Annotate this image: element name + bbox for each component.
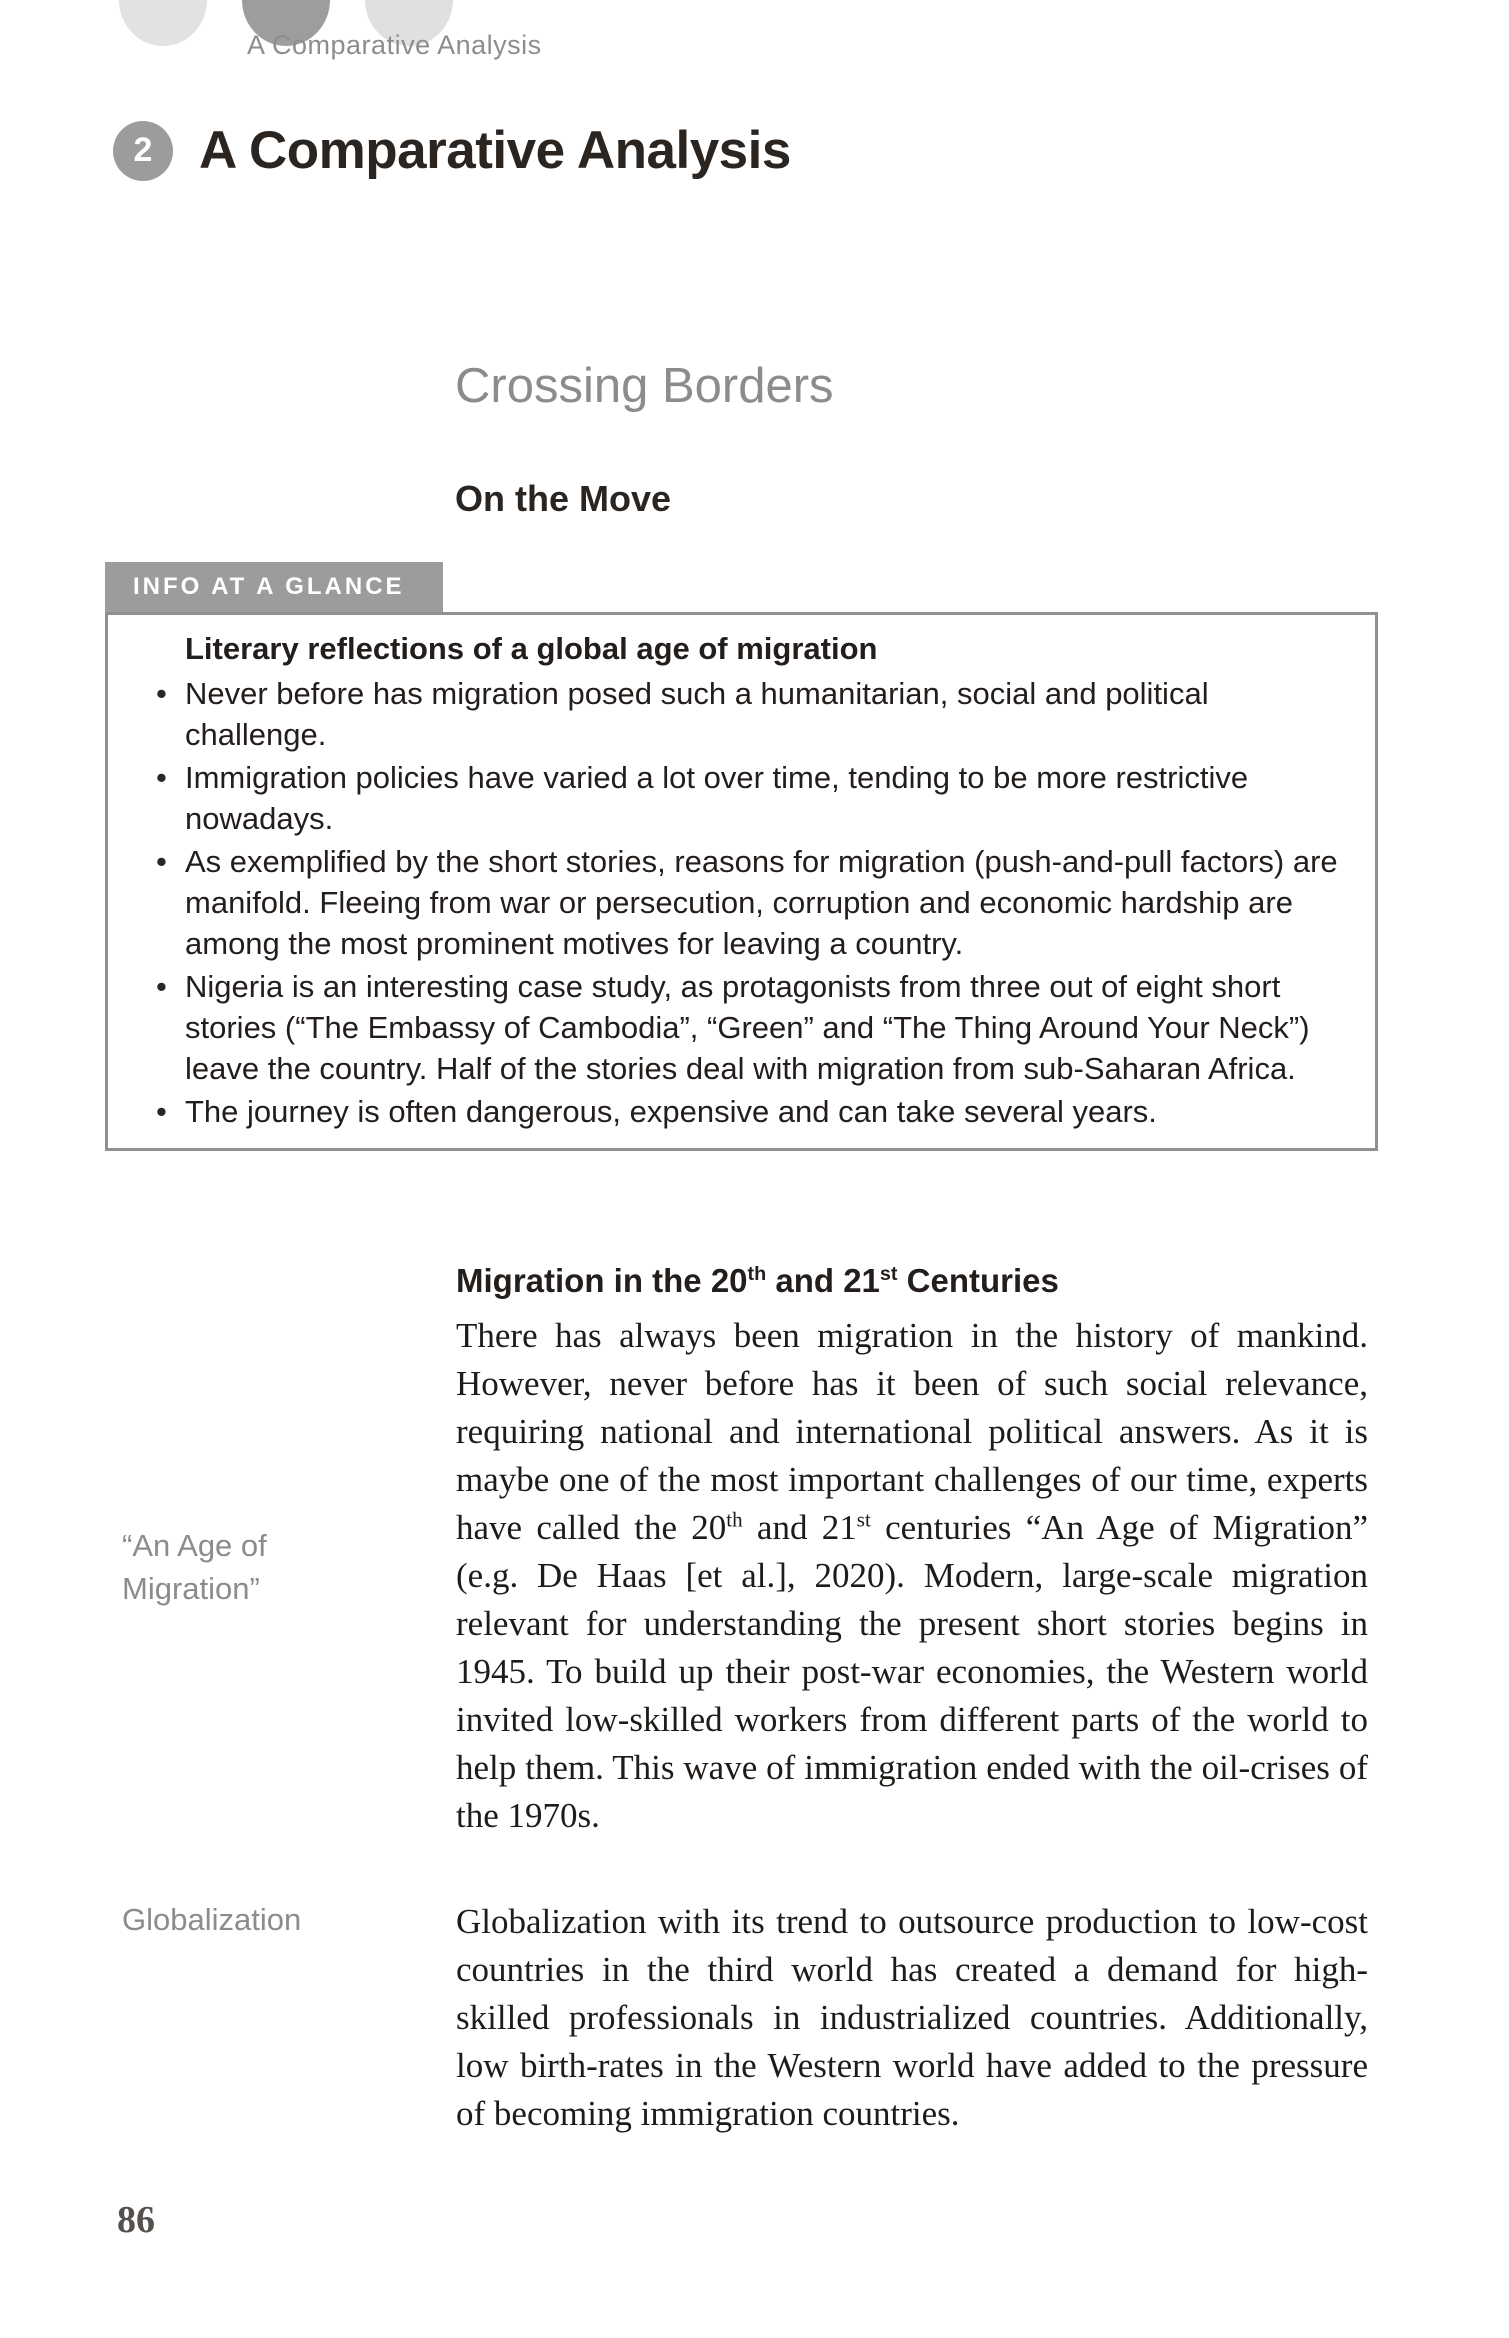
info-bullet: • Never before has migration posed such a humanitarian, social and political challenge. <box>152 673 1345 755</box>
info-bullet: • Immigration policies have varied a lot over time, tending to be more restrictive nowadays. <box>152 757 1345 839</box>
page-number: 86 <box>117 2199 155 2241</box>
chapter-number-badge: 2 <box>113 121 173 181</box>
chapter-title: A Comparative Analysis <box>199 121 791 180</box>
info-bullet-list <box>152 673 1345 1132</box>
decorative-circle-light <box>119 0 207 46</box>
running-header: A Comparative Analysis <box>247 30 542 60</box>
info-bullet: • The journey is often dangerous, expensive and can take several years. <box>152 1091 1345 1132</box>
info-bullet: • Nigeria is an interesting case study, as protagonists from three out of eight short stories (“The Embassy of Cambodia”, “Green” and “The Thing Around Your Neck”) leave the country. Half of the stories deal with migration from sub-Saharan Africa. <box>152 966 1345 1089</box>
chapter-title-row <box>113 120 791 181</box>
info-box-title: Literary reflections of a global age of migration <box>185 631 878 666</box>
article-heading: Migration in the 20th and 21st Centuries <box>456 1262 1059 1299</box>
info-at-a-glance-tab <box>105 562 443 612</box>
article-paragraph: Globalization with its trend to outsource production to low-cost countries in the third world has created a demand for high-skilled professionals in industrialized countries. Additionally, low birth-rates in the Western world have added to the pressure of becoming immigration countries. <box>456 1902 1368 2133</box>
unit-subtitle: Crossing Borders <box>455 359 834 413</box>
info-tab-label: INFO AT A GLANCE <box>133 573 405 600</box>
margin-note-globalization: Globalization <box>122 1902 302 1937</box>
info-box <box>105 612 1378 1151</box>
margin-note-an-age-of-migration: “An Age of Migration” <box>122 1528 267 1606</box>
article-paragraph: There has always been migration in the history of mankind. However, never before has it been of such social relevance, requiring national and international political answers. As it is maybe one of the most important challenges of our time, experts have called the 20th and 21st centuries “An Age of Migration” (e.g. De Haas [et al.], 2020). Modern, large-scale migration relevant for understanding the present short stories begins in 1945. To build up their post-war economies, the Western world invited low-skilled workers from different parts of the world to help them. This wave of immigration ended with the oil-crises of the 1970s. <box>456 1316 1368 1835</box>
info-bullet: • As exemplified by the short stories, reasons for migration (push-and-pull factors) are manifold. Fleeing from war or persecution, corruption and economic hardship are among the most prominent motives for leaving a country. <box>152 841 1345 964</box>
section-heading: On the Move <box>455 478 672 519</box>
